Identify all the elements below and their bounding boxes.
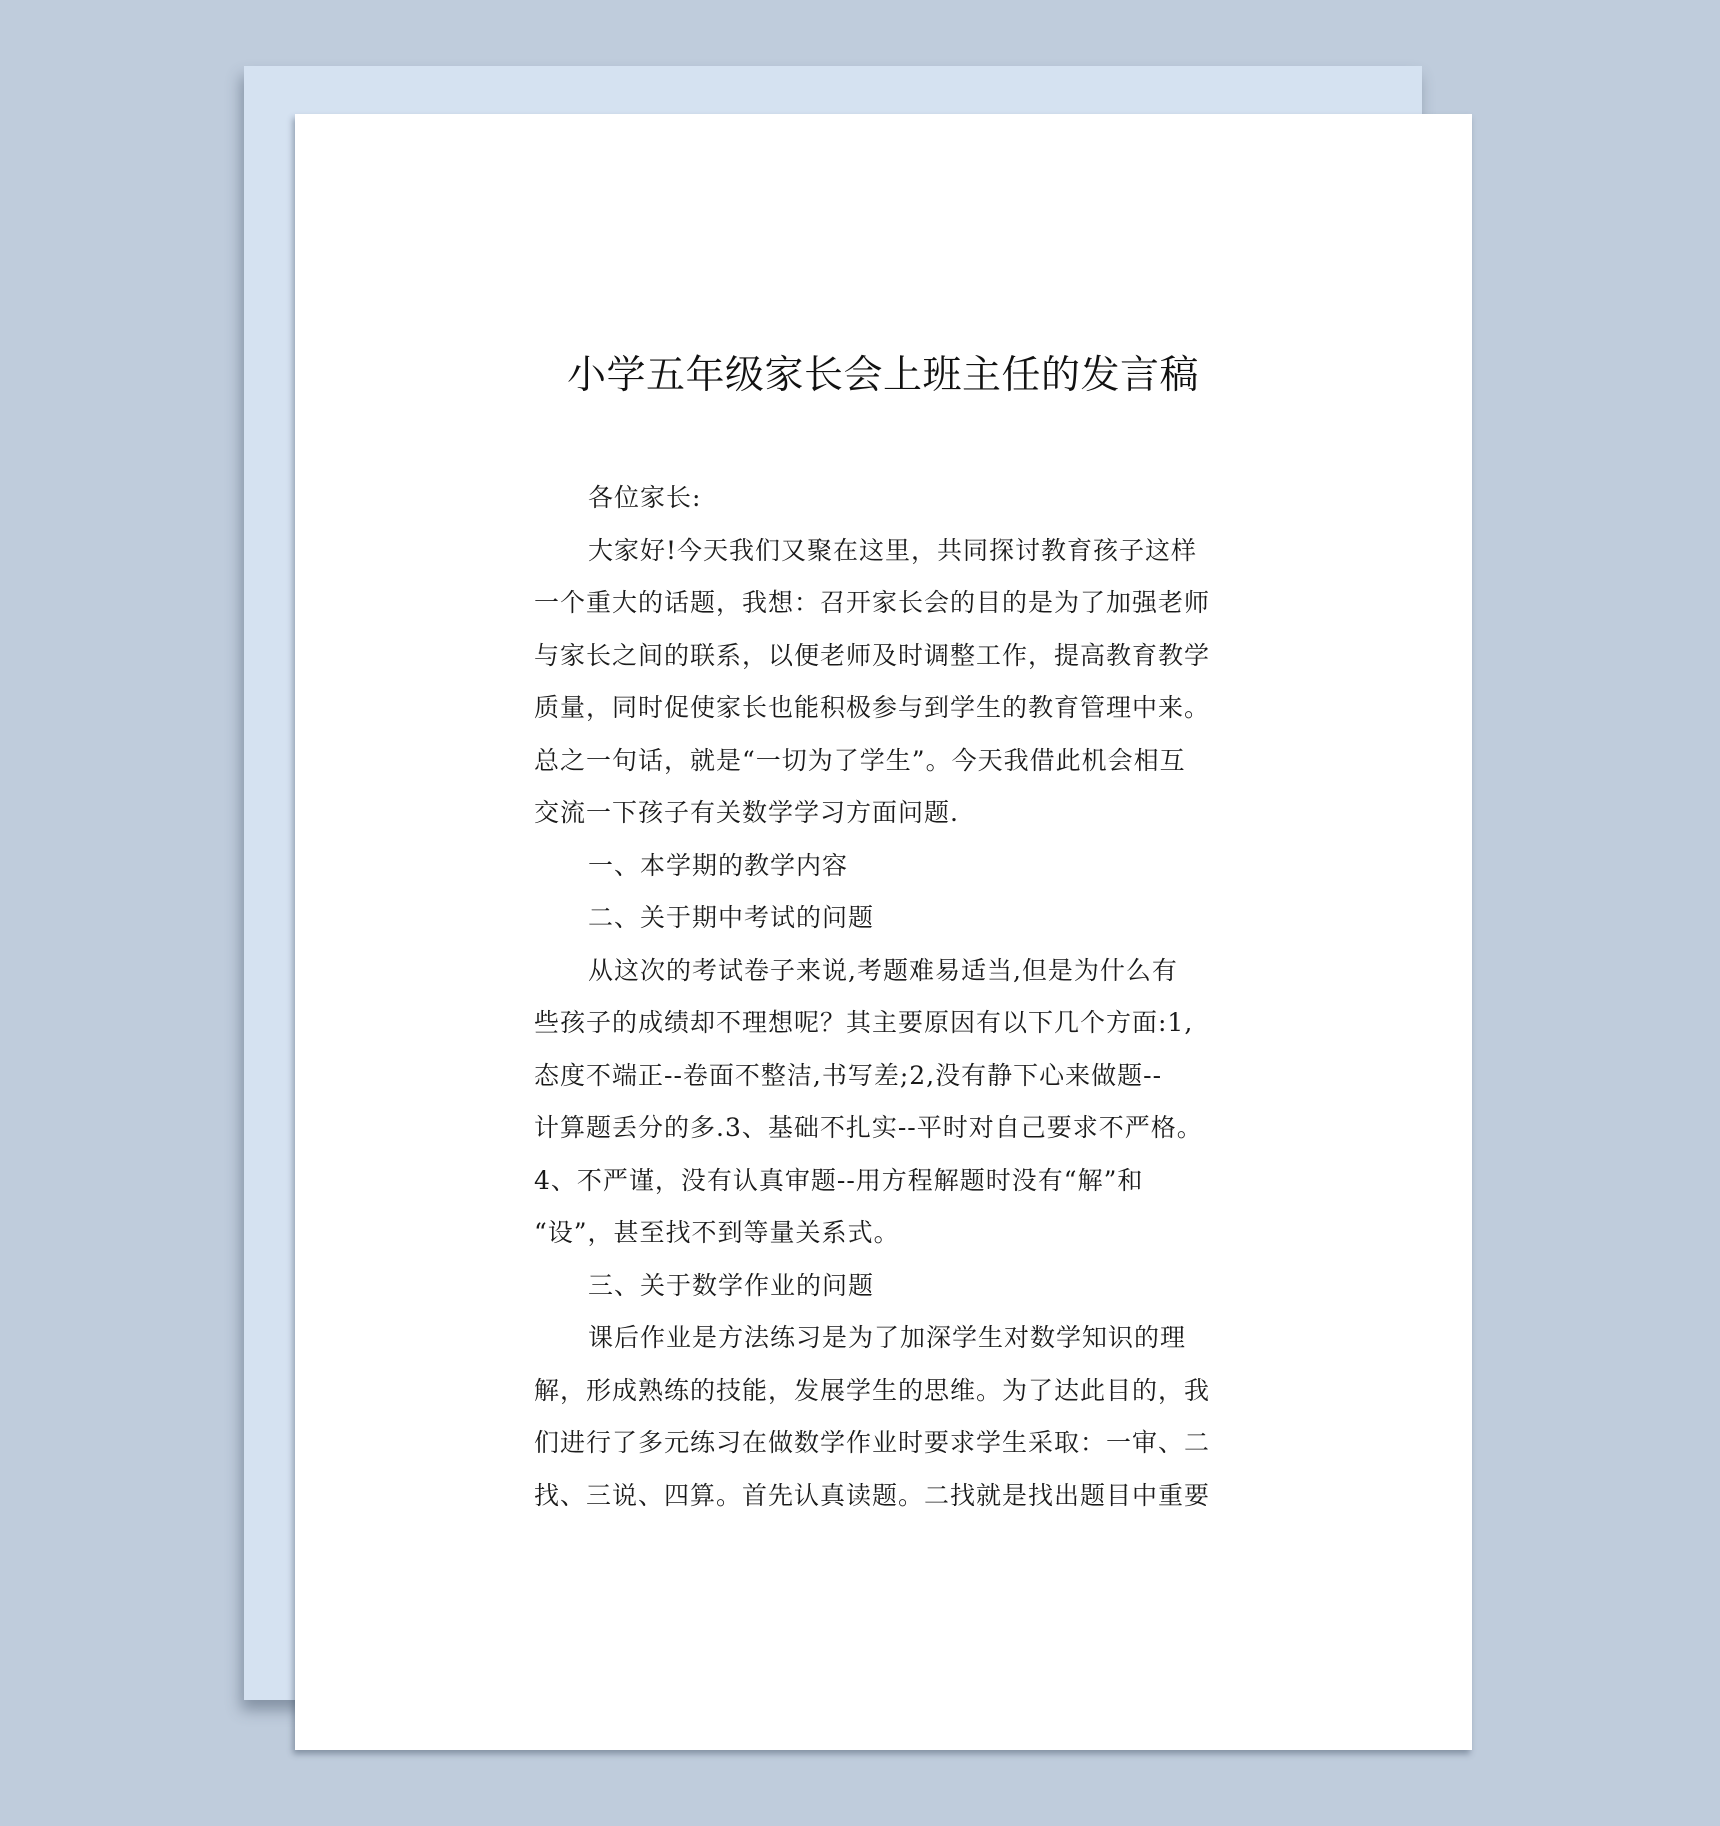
body-line: 课后作业是方法练习是为了加深学生对数学知识的理 xyxy=(588,1323,1187,1352)
body-line: 各位家长: xyxy=(588,483,702,512)
document-body xyxy=(534,472,1254,1522)
body-line: 些孩子的成绩却不理想呢？其主要原因有以下几个方面:1, xyxy=(534,1008,1194,1037)
section-heading: 三、关于数学作业的问题 xyxy=(588,1270,875,1300)
body-line: 4、不严谨，没有认真审题--用方程解题时没有“解”和 xyxy=(534,1165,1144,1195)
body-line: 从这次的考试卷子来说,考题难易适当,但是为什么有 xyxy=(588,955,1178,985)
body-line: 们进行了多元练习在做数学作业时要求学生采取：一审、二 xyxy=(534,1428,1211,1457)
body-line: 计算题丢分的多.3、基础不扎实--平时对自己要求不严格。 xyxy=(534,1113,1203,1142)
body-line: 交流一下孩子有关数学学习方面问题. xyxy=(534,798,959,827)
document-title: 小学五年级家长会上班主任的发言稿 xyxy=(566,353,1199,398)
body-line: 解，形成熟练的技能，发展学生的思维。为了达此目的，我 xyxy=(534,1375,1211,1405)
section-heading: 一、本学期的教学内容 xyxy=(588,850,849,880)
body-line: 找、三说、四算。首先认真读题。二找就是找出题目中重要 xyxy=(534,1480,1211,1510)
body-line: 与家长之间的联系，以便老师及时调整工作，提高教育教学 xyxy=(534,640,1211,670)
body-line: “设”，甚至找不到等量关系式。 xyxy=(534,1218,900,1247)
section-heading: 二、关于期中考试的问题 xyxy=(588,903,875,932)
body-line: 总之一句话，就是“一切为了学生”。今天我借此机会相互 xyxy=(534,745,1186,775)
body-line: 态度不端正--卷面不整洁,书写差;2,没有静下心来做题-- xyxy=(534,1060,1163,1090)
body-line: 一个重大的话题，我想：召开家长会的目的是为了加强老师 xyxy=(534,588,1211,617)
body-line: 质量，同时促使家长也能积极参与到学生的教育管理中来。 xyxy=(534,693,1211,722)
body-line: 大家好!今天我们又聚在这里，共同探讨教育孩子这样 xyxy=(588,535,1198,565)
